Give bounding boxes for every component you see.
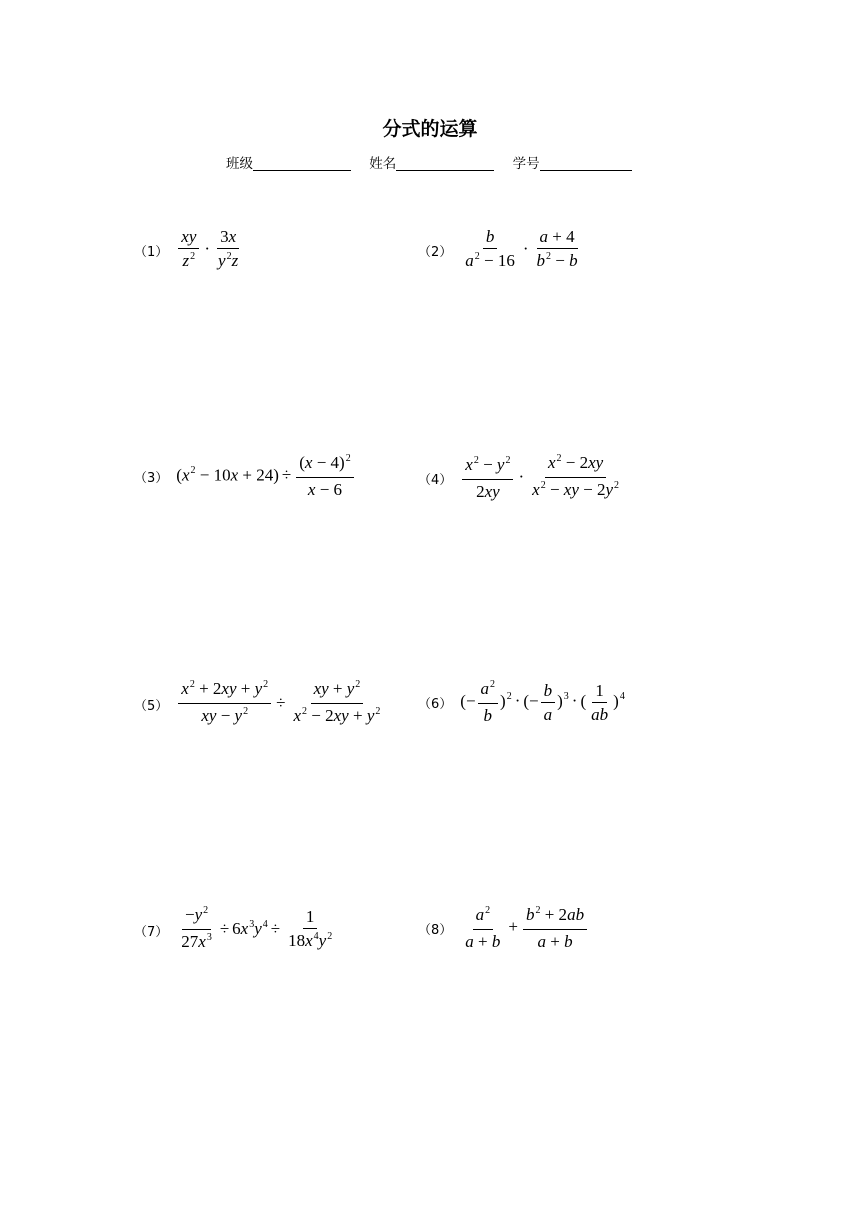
name-label: 姓名: [369, 156, 397, 172]
expression: (− $\frac{a^2}{b}$ )$^2$ · (− $\frac{b}{a}$ )$^3$ · ( $\frac{1}{ab}$ )$^4$: [460, 679, 625, 725]
problem-number: （2）: [418, 245, 453, 260]
expression: $\frac{xy}{z^2}$ · $\frac{3x}{y^2z}$: [176, 228, 243, 273]
problem-number: （1）: [134, 245, 169, 260]
name-field: [369, 152, 494, 172]
problem-number: （8）: [418, 923, 453, 938]
expression: $\frac{x^2 + 2xy + y^2}{xy - y^2}$ ÷ $\frac{xy + y^2}{x^2 - 2xy + y^2}$: [176, 680, 385, 728]
class-label: 班级: [226, 156, 253, 172]
problem-3: [134, 454, 356, 499]
problem-number: （5）: [134, 698, 169, 714]
expression: $\frac{b}{a^2 - 16}$ · $\frac{a + 4}{b^2 - b}$: [465, 227, 578, 270]
problem-7: [134, 906, 337, 954]
class-blank[interactable]: [253, 158, 351, 171]
problem-8: [418, 906, 589, 951]
problem-number: （4）: [418, 472, 453, 488]
page-title: 分式的运算: [382, 118, 478, 140]
student-info-line: [226, 152, 646, 172]
problem-number: （3）: [134, 471, 169, 486]
problem-2: [418, 228, 583, 273]
student-id-field: [513, 152, 632, 172]
expression: $\frac{-y^2}{27x^3}$ ÷ $6x^3y^4$ ÷ $\frac{1}{18x^4y^2}$: [181, 905, 333, 951]
expression: $\frac{a^2}{a + b}$ + $\frac{b^2 + 2ab}{a + b}$: [460, 906, 589, 951]
student-id-label: 学号: [512, 156, 540, 172]
name-blank[interactable]: [396, 158, 494, 171]
problem-4: [418, 454, 624, 502]
class-field: [226, 152, 351, 172]
expression: $(x^2 - 10x + 24)$ ÷ $\frac{(x - 4)^2}{x - 6}$: [176, 454, 355, 499]
problem-5: [134, 680, 385, 728]
problem-number: （7）: [134, 924, 169, 940]
problem-number: （6）: [418, 697, 453, 712]
expression: $\frac{x^2 - y^2}{2xy}$ · $\frac{x^2 - 2xy}{x^2 - xy - 2y^2}$: [460, 454, 624, 502]
problem-6: [418, 680, 625, 725]
student-id-blank[interactable]: [540, 158, 632, 171]
problem-1: [134, 228, 243, 273]
